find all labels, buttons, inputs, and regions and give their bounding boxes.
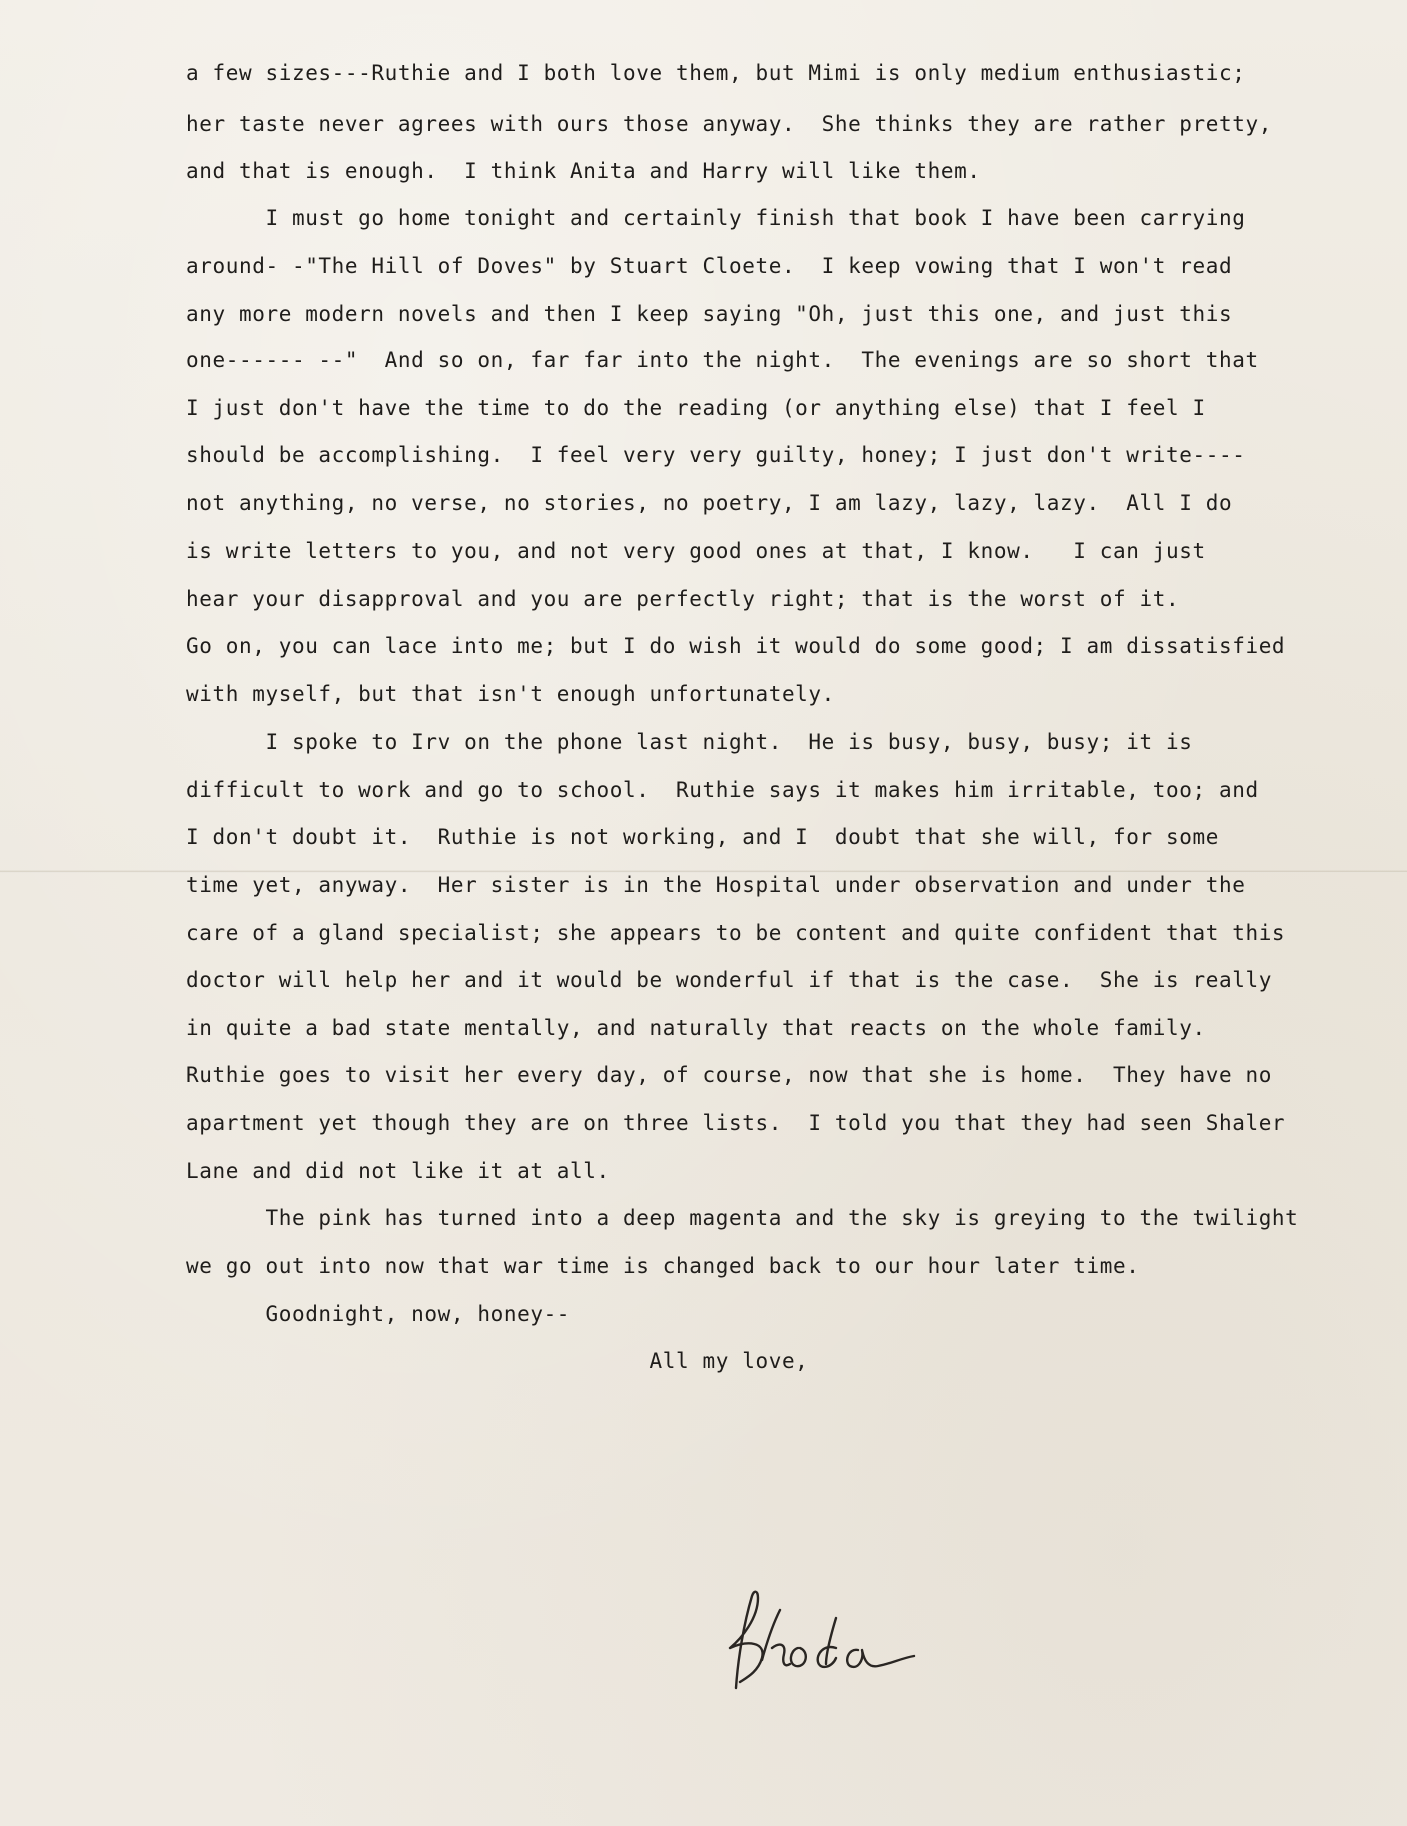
letter-line: not anything, no verse, no stories, no poetry, I am lazy, lazy, lazy. All I do [186, 491, 1233, 515]
letter-line: difficult to work and go to school. Ruthie says it makes him irritable, too; and [186, 778, 1259, 802]
letter-line: any more modern novels and then I keep saying "Oh, just this one, and just this [186, 302, 1233, 326]
letter-line: we go out into now that war time is changed back to our hour later time. [186, 1254, 1140, 1278]
letter-line: I must go home tonight and certainly finish that book I have been carrying [186, 206, 1246, 230]
letter-line: I spoke to Irv on the phone last night. He is busy, busy, busy; it is [186, 730, 1193, 754]
letter-line: is write letters to you, and not very good ones at that, I know. I can just [186, 539, 1206, 563]
letter-line: All my love, [186, 1349, 809, 1373]
letter-line: care of a gland specialist; she appears to be content and quite confident that this [186, 921, 1286, 945]
handwritten-signature [718, 1588, 928, 1698]
letter-line: in quite a bad state mentally, and naturally that reacts on the whole family. [186, 1016, 1206, 1040]
letter-line: I just don't have the time to do the reading (or anything else) that I feel I [186, 396, 1206, 420]
letter-line: time yet, anyway. Her sister is in the Hospital under observation and under the [186, 873, 1246, 897]
letter-line: Ruthie goes to visit her every day, of course, now that she is home. They have no [186, 1063, 1272, 1087]
letter-line: one------ --" And so on, far far into the night. The evenings are so short that [186, 348, 1259, 372]
letter-line: should be accomplishing. I feel very very guilty, honey; I just don't write---- [186, 443, 1246, 467]
letter-line: a few sizes---Ruthie and I both love them, but Mimi is only medium enthusiastic; [186, 61, 1246, 85]
letter-line: hear your disapproval and you are perfectly right; that is the worst of it. [186, 587, 1180, 611]
letter-line: her taste never agrees with ours those anyway. She thinks they are rather pretty, [186, 112, 1272, 136]
letter-line: Lane and did not like it at all. [186, 1159, 610, 1183]
letter-line: Goodnight, now, honey-- [186, 1302, 571, 1326]
letter-line: apartment yet though they are on three lists. I told you that they had seen Shaler [186, 1111, 1286, 1135]
letter-line: The pink has turned into a deep magenta and the sky is greying to the twilight [186, 1206, 1299, 1230]
letter-line: around- -"The Hill of Doves" by Stuart Cloete. I keep vowing that I won't read [186, 254, 1233, 278]
letter-line: Go on, you can lace into me; but I do wish it would do some good; I am dissatisfied [186, 634, 1286, 658]
letter-line: doctor will help her and it would be wonderful if that is the case. She is really [186, 968, 1272, 992]
letter-line: I don't doubt it. Ruthie is not working, and I doubt that she will, for some [186, 825, 1219, 849]
letter-line: with myself, but that isn't enough unfortunately. [186, 682, 835, 706]
letter-line: and that is enough. I think Anita and Harry will like them. [186, 159, 981, 183]
